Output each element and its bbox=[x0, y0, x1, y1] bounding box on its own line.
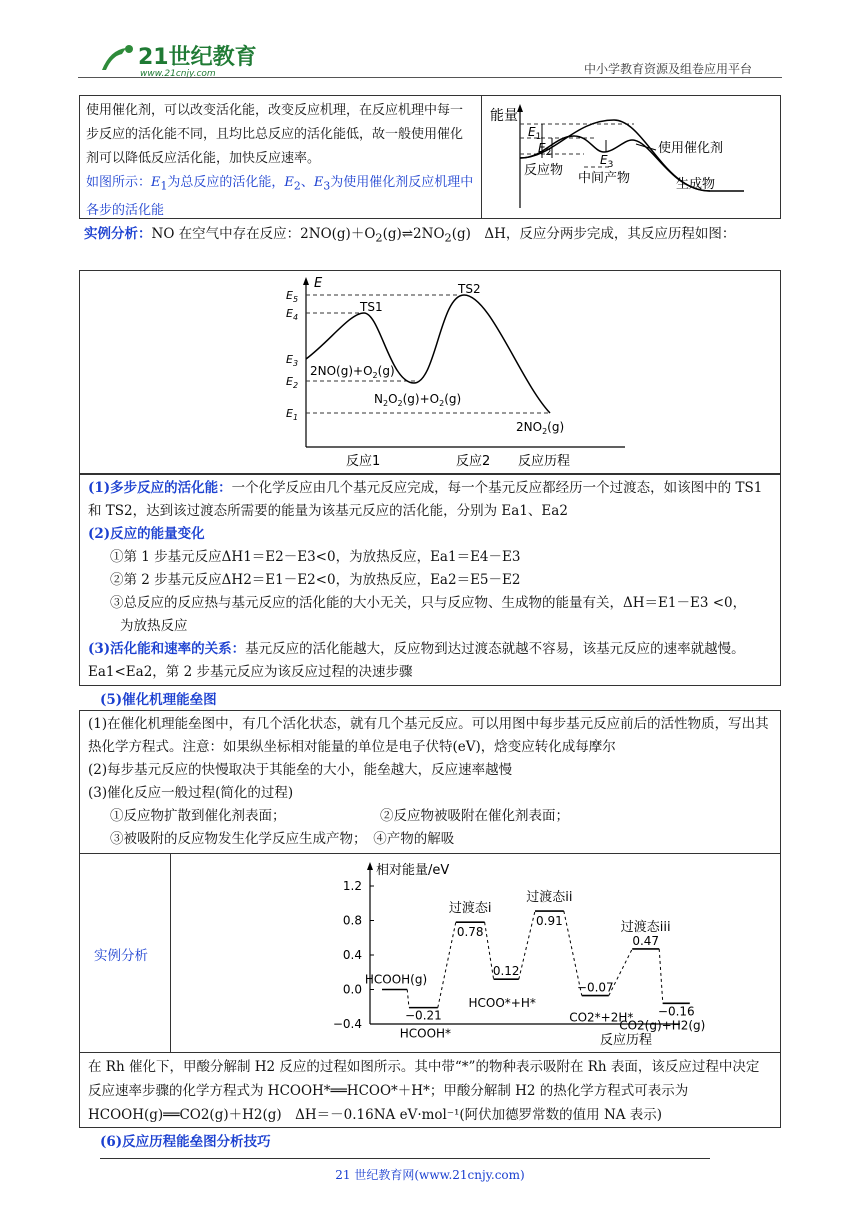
section5-title: (5)催化机理能垒图 bbox=[100, 692, 217, 708]
catalyst-figure-note: 如图所示：$E_1$为总反应的活化能，$E_2$、$E_3$为使用催化剂反应机理中各步的活化能 bbox=[86, 175, 474, 218]
connector bbox=[407, 990, 409, 1008]
section5-line3: (3)催化反应一般过程(简化的过程) bbox=[88, 785, 294, 801]
svg-text:E2: $E_2$ bbox=[286, 375, 299, 390]
example2-label: 实例分析 bbox=[94, 948, 148, 964]
conclusion-text: 在 Rh 催化下，甲酸分解制 H2 反应的过程如图所示。其中带“*”的物种表示吸附在 Rh 表面，该反应过程中决定反应速率步骤的化学方程式为 HCOOH*══HCOO*＋H*；甲酸分解制 H2 的热化学方程式可表示为 HCOOH(g)══CO2(g)＋H2(g) ΔH＝－0.16NA eV·mol⁻¹(阿伏加德罗常数的值用 NA 表示) bbox=[88, 1059, 760, 1123]
value-ts-ii: 0.91 bbox=[536, 914, 563, 929]
label-product: 生成物 bbox=[676, 177, 716, 192]
value-co2-ads: −0.07 bbox=[576, 980, 614, 995]
label-ts-iii: 过渡态iii bbox=[620, 919, 671, 935]
catalyst-box bbox=[79, 95, 781, 219]
graph1-x1: 反应1 bbox=[346, 454, 381, 469]
catalyst-text: 使用催化剂，可以改变活化能，改变反应机理，在反应机理中每一步反应的活化能不同，且均比总反应的活化能低，故一般使用催化剂可以降低反应活化能，加快反应速率。 bbox=[86, 103, 464, 166]
svg-text:E5: $E_5$ bbox=[286, 289, 299, 304]
graph1-species3: $2NO_2(g)$ bbox=[516, 420, 565, 436]
site-logo bbox=[96, 40, 266, 80]
section1: (1)多步反应的活化能：一个化学反应由几个基元反应完成，每一个基元反应都经历一个过渡态，如该图中的 TS1 和 TS2，达到该过渡态所需要的能量为该基元反应的活化能，分别为 Ea1、Ea2 bbox=[88, 480, 763, 519]
label-co2-ads: CO2*+2H* bbox=[569, 1010, 634, 1025]
section2-title: (2)反应的能量变化 bbox=[88, 526, 205, 542]
section3: (3)活化能和速率的关系：基元反应的活化能越大，反应物到达过渡态就越不容易，该基元反应的速率就越慢。Ea1<Ea2，第 2 步基元反应为该反应过程的决速步骤 bbox=[88, 641, 745, 680]
graph1-x2: 反应2 bbox=[456, 454, 491, 469]
value-ts-iii: 0.47 bbox=[632, 933, 660, 948]
svg-text:E1: $E_1$ bbox=[528, 125, 542, 142]
hcooh-energy-graph bbox=[270, 854, 706, 1052]
section5-line1: (1)在催化机理能垒图中，有几个活化状态，就有几个基元反应。可以用图中每步基元反应前后的活性物质，写出其热化学方程式。注意：如果纵坐标相对能量的单位是电子伏特(eV)，焓变应转化成每摩尔 bbox=[88, 716, 769, 755]
header-divider bbox=[78, 77, 782, 78]
label-ts-ii: 过渡态ii bbox=[526, 890, 573, 906]
connector bbox=[659, 949, 663, 1003]
footer-text: 21 世纪教育网(www.21cnjy.com) bbox=[335, 1168, 525, 1182]
graph1-ts1: TS1 bbox=[360, 300, 383, 314]
svg-text:E3: $E_3$ bbox=[600, 153, 614, 170]
section5-line4: ①反应物扩散到催化剂表面； ②反应物被吸附在催化剂表面； bbox=[110, 808, 569, 824]
label-e2: E bbox=[538, 141, 546, 155]
value-ts-i: 0.78 bbox=[456, 925, 484, 940]
section5-line5: ③被吸附的反应物发生化学反应生成产物； ④产物的解吸 bbox=[110, 831, 455, 847]
no-reaction-graph-box bbox=[79, 270, 781, 474]
y-tick-label: −0.4 bbox=[332, 1017, 362, 1031]
graph1-species1: $2NO(g)+O_2(g)$ bbox=[310, 364, 395, 380]
svg-text:E3: $E_3$ bbox=[286, 353, 299, 368]
y-tick-label: 0.0 bbox=[342, 982, 362, 997]
catalyst-energy-diagram bbox=[484, 96, 780, 218]
section2-line3b: 为放热反应 bbox=[120, 618, 188, 634]
graph1-species2: $N_2O_2(g)+O_2(g)$ bbox=[374, 392, 462, 408]
connector bbox=[438, 922, 456, 1007]
y-axis-arrow bbox=[367, 862, 373, 870]
label-catalyst: 使用催化剂 bbox=[658, 141, 724, 156]
graph1-ts2: TS2 bbox=[458, 282, 481, 296]
section2-line2: ②第 2 步基元反应ΔH2＝E1－E2<0，为放热反应，Ea2＝E5－E2 bbox=[110, 572, 521, 588]
label-intermediate: 中间产物 bbox=[578, 171, 631, 186]
connector bbox=[519, 911, 535, 979]
label-ts-i: 过渡态i bbox=[448, 901, 492, 917]
label-hcooh-ads: HCOOH* bbox=[399, 1026, 452, 1041]
x-axis-label: 反应历程 bbox=[600, 1033, 653, 1048]
label-e1: E bbox=[528, 125, 536, 139]
no-reaction-energy-graph bbox=[280, 271, 640, 473]
logo-url: www.21cnjy.com bbox=[140, 69, 216, 79]
graph1-ylabel: E bbox=[314, 276, 323, 291]
label-reactant: 反应物 bbox=[524, 163, 564, 178]
logo-text: 21世纪教育 bbox=[138, 45, 257, 70]
value-final: −0.16 bbox=[657, 1004, 695, 1019]
section2-line3: ③总反应的反应热与基元反应的活化能的大小无关，只与反应物、生成物的能量有关，ΔH＝E1－E3 <0， bbox=[110, 595, 747, 611]
svg-text:E1: $E_1$ bbox=[286, 407, 299, 422]
footer-divider bbox=[100, 1158, 710, 1159]
graph1-x3: 反应历程 bbox=[518, 454, 571, 469]
example2-row bbox=[79, 853, 781, 1053]
label-hcoo: HCOO*+H* bbox=[468, 996, 536, 1011]
y-tick-label: 1.2 bbox=[342, 879, 362, 893]
conclusion-box bbox=[79, 1052, 781, 1128]
section2-line1: ①第 1 步基元反应ΔH1＝E2－E3<0，为放热反应，Ea1＝E4－E3 bbox=[110, 549, 521, 565]
label-final: CO2(g)+H2(g) bbox=[619, 1018, 706, 1033]
label-e3: E bbox=[600, 153, 608, 167]
y-tick-label: 0.4 bbox=[342, 948, 362, 962]
section5-line2: (2)每步基元反应的快慢取决于其能垒的大小，能垒越大，反应速率越慢 bbox=[88, 762, 513, 778]
svg-text:E4: $E_4$ bbox=[286, 307, 299, 322]
diagram-ylabel: 能量 bbox=[490, 108, 518, 124]
y-axis-label: 相对能量/eV bbox=[376, 863, 450, 878]
y-tick-label: 0.8 bbox=[342, 913, 362, 928]
analysis-box bbox=[79, 474, 781, 686]
example1-text: 实例分析：NO 在空气中存在反应：$2NO(g)+O_2(g)\rightleftharpoons 2NO_2(g)$ ΔH，反应分两步完成，其反应历程如图： bbox=[84, 226, 736, 245]
platform-name: 中小学教育资源及组卷应用平台 bbox=[583, 62, 752, 76]
section6-title: (6)反应历程能垒图分析技巧 bbox=[100, 1134, 271, 1150]
section5-box bbox=[79, 710, 781, 854]
value-hcooh-ads: −0.21 bbox=[405, 1008, 442, 1023]
value-hcoo: 0.12 bbox=[492, 964, 520, 979]
label-hcooh-g: HCOOH(g) bbox=[364, 972, 428, 987]
svg-text:E2: $E_2$ bbox=[538, 141, 552, 158]
